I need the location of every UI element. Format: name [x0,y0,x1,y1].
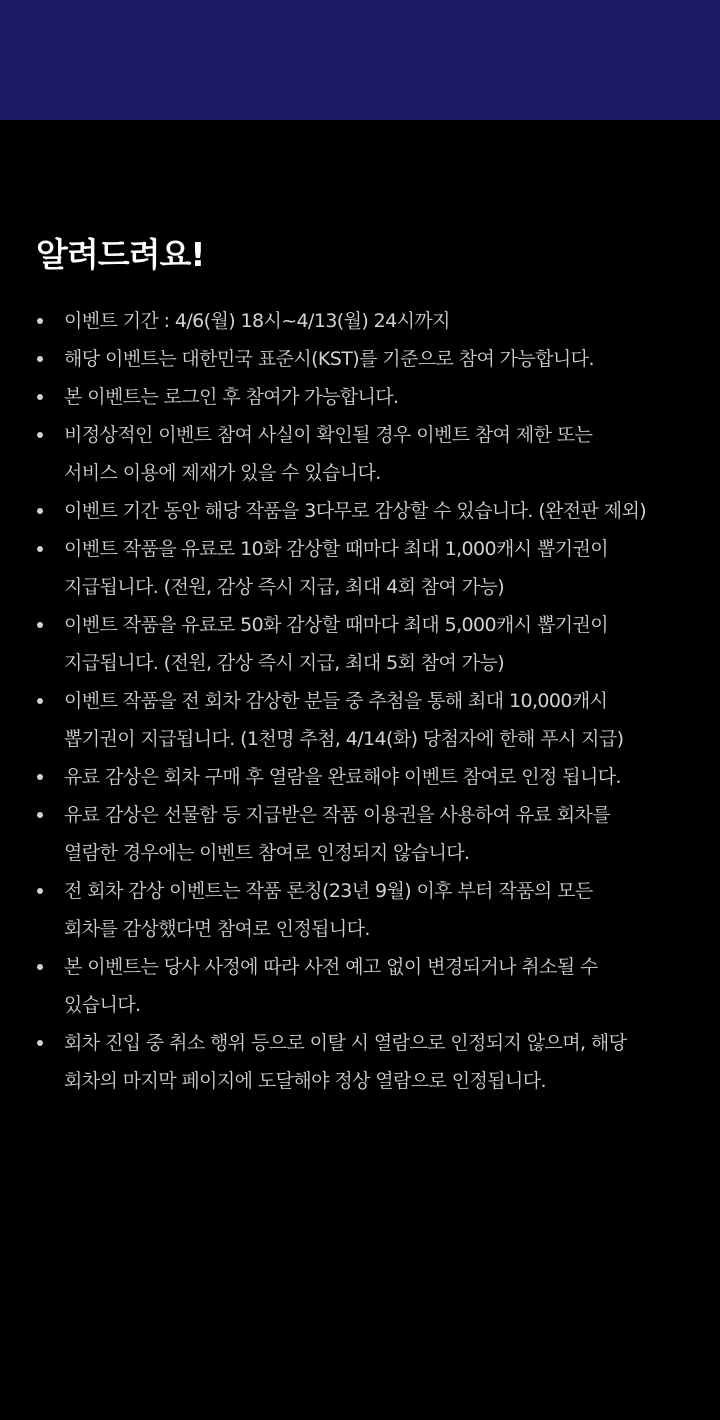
notice-item [0,872,720,948]
notice-item-line: 서비스 이용에 제재가 있을 수 있습니다. [64,462,381,484]
notice-item [0,948,720,1024]
notice-item-line: 해당 이벤트는 대한민국 표준시(KST)를 기준으로 참여 가능합니다. [64,348,594,370]
notice-list [0,302,720,1100]
notice-item-line: 있습니다. [64,994,141,1016]
notice-item-line: 열람한 경우에는 이벤트 참여로 인정되지 않습니다. [64,842,470,864]
bullet-icon [37,964,43,970]
bullet-icon [37,318,43,324]
notice-item [0,530,720,606]
notice-item [0,302,720,340]
notice-item-line: 지급됩니다. (전원, 감상 즉시 지급, 최대 5회 참여 가능) [64,652,505,674]
bullet-icon [37,394,43,400]
notice-item-line: 이벤트 작품을 유료로 50화 감상할 때마다 최대 5,000캐시 뽑기권이 [64,614,608,636]
notice-item [0,758,720,796]
notice-item [0,378,720,416]
top-banner [0,0,720,120]
notice-item-line: 뽑기권이 지급됩니다. (1천명 추첨, 4/14(화) 당첨자에 한해 푸시 지급) [64,728,624,750]
notice-title: 알려드려요! [36,235,205,274]
bullet-icon [37,698,43,704]
notice-item [0,606,720,682]
notice-item-line: 본 이벤트는 당사 사정에 따라 사전 예고 없이 변경되거나 취소될 수 [64,956,598,978]
notice-section [0,230,720,1100]
notice-item-line: 이벤트 작품을 유료로 10화 감상할 때마다 최대 1,000캐시 뽑기권이 [64,538,608,560]
notice-item [0,492,720,530]
notice-item [0,1024,720,1100]
bullet-icon [37,508,43,514]
notice-item-line: 이벤트 작품을 전 회차 감상한 분들 중 추첨을 통해 최대 10,000캐시 [64,690,608,712]
notice-item [0,340,720,378]
notice-item-line: 회차를 감상했다면 참여로 인정됩니다. [64,918,370,940]
notice-item-line: 본 이벤트는 로그인 후 참여가 가능합니다. [64,386,399,408]
notice-item-line: 비정상적인 이벤트 참여 사실이 확인될 경우 이벤트 참여 제한 또는 [64,424,593,446]
notice-item-line: 회차 진입 중 취소 행위 등으로 이탈 시 열람으로 인정되지 않으며, 해당 [64,1032,627,1054]
bullet-icon [37,546,43,552]
notice-item [0,796,720,872]
bullet-icon [37,888,43,894]
notice-item-line: 유료 감상은 선물함 등 지급받은 작품 이용권을 사용하여 유료 회차를 [64,804,611,826]
bullet-icon [37,356,43,362]
notice-item [0,416,720,492]
notice-item [0,682,720,758]
bullet-icon [37,1040,43,1046]
bullet-icon [37,622,43,628]
notice-item-line: 전 회차 감상 이벤트는 작품 론칭(23년 9월) 이후 부터 작품의 모든 [64,880,593,902]
bullet-icon [37,812,43,818]
notice-item-line: 회차의 마지막 페이지에 도달해야 정상 열람으로 인정됩니다. [64,1070,546,1092]
notice-item-line: 이벤트 기간 동안 해당 작품을 3다무로 감상할 수 있습니다. (완전판 제외) [64,500,647,522]
notice-item-line: 유료 감상은 회차 구매 후 열람을 완료해야 이벤트 참여로 인정 됩니다. [64,766,621,788]
bullet-icon [37,432,43,438]
notice-item-line: 지급됩니다. (전원, 감상 즉시 지급, 최대 4회 참여 가능) [64,576,505,598]
notice-item-line: 이벤트 기간 : 4/6(월) 18시~4/13(월) 24시까지 [64,310,450,332]
bullet-icon [37,774,43,780]
